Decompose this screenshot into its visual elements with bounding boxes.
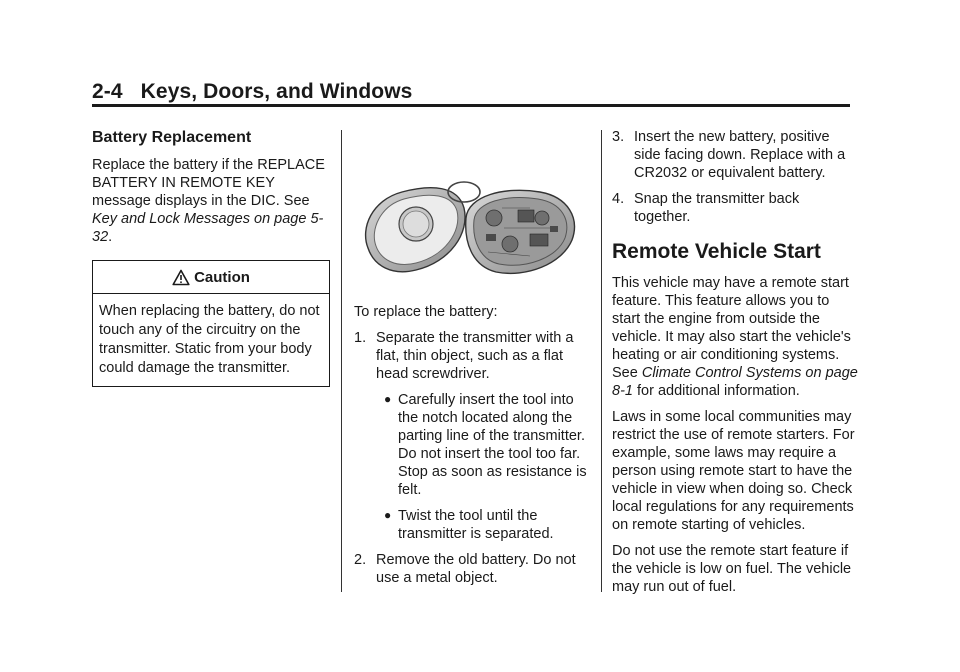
caution-body: When replacing the battery, do not touch any of the circuitry on the transmitter. Static from your body could damage the transmitter.	[99, 303, 320, 376]
left-column	[92, 128, 332, 387]
column-divider	[601, 130, 602, 592]
bullet-icon: ●	[384, 392, 392, 406]
step-number: 3.	[612, 129, 625, 145]
step-text: Remove the old battery. Do not use a metal object.	[376, 552, 576, 586]
bullet-icon: ●	[384, 508, 392, 522]
middle-column	[354, 178, 590, 595]
intro-paragraph	[92, 156, 332, 246]
step-number: 1.	[354, 330, 367, 346]
paragraph: Laws in some local communities may restrict the use of remote starters. For example, some laws may require a person using remote start to have the vehicle in view when doing so. Check local regulations for any requirements on remote starting of vehicles.	[612, 409, 855, 533]
step-3	[612, 128, 858, 182]
caution-title: Caution	[194, 269, 250, 286]
cross-reference-link[interactable]: Key and Lock Messages on page 5-32	[92, 211, 324, 245]
key-fob-illustration	[354, 178, 590, 284]
intro-text: Replace the battery if the REPLACE BATTERY IN REMOTE KEY message displays in the DIC. See	[92, 157, 325, 209]
paragraph: Do not use the remote start feature if the vehicle is low on fuel. The vehicle may run out of fuel.	[612, 543, 852, 595]
step-number: 2.	[354, 552, 367, 568]
step-1	[354, 329, 590, 383]
right-column	[612, 128, 858, 604]
paragraph-text: This vehicle may have a remote start feature. This feature allows you to start the engine from outside the vehicle. It may also start the vehicle's heating or air conditioning systems. See	[612, 275, 851, 381]
procedure-lead: To replace the battery:	[354, 304, 498, 320]
step-number: 4.	[612, 191, 625, 207]
step-4	[612, 190, 858, 226]
section-heading: Remote Vehicle Start	[612, 240, 821, 263]
intro-end: .	[108, 229, 113, 245]
bullet-text: Twist the tool until the transmitter is separated.	[398, 508, 554, 542]
column-divider	[341, 130, 342, 592]
cross-reference-link[interactable]: Climate Control Systems on page 8-1	[612, 365, 858, 399]
step-text: Insert the new battery, positive side facing down. Replace with a CR2032 or equivalent battery.	[634, 129, 846, 181]
page-number: 2-4	[92, 80, 123, 103]
substep-bullet	[354, 507, 590, 543]
header-rule	[92, 104, 850, 107]
section-heading: Battery Replacement	[92, 129, 252, 146]
chapter-title: Keys, Doors, and Windows	[140, 80, 413, 103]
caution-box	[92, 260, 330, 387]
bullet-text: Carefully insert the tool into the notch located along the parting line of the transmitter. Do not insert the tool too far. Stop as soon as resistance is felt.	[398, 392, 587, 498]
warning-icon	[172, 269, 190, 286]
step-2	[354, 551, 590, 587]
caution-header	[93, 261, 329, 294]
paragraph-text-end: for additional information.	[637, 383, 800, 399]
step-text: Snap the transmitter back together.	[634, 191, 800, 225]
step-text: Separate the transmitter with a flat, thin object, such as a flat head screwdriver.	[376, 330, 574, 382]
paragraph	[612, 274, 858, 400]
substep-bullet	[354, 391, 590, 499]
page-header	[92, 80, 412, 104]
